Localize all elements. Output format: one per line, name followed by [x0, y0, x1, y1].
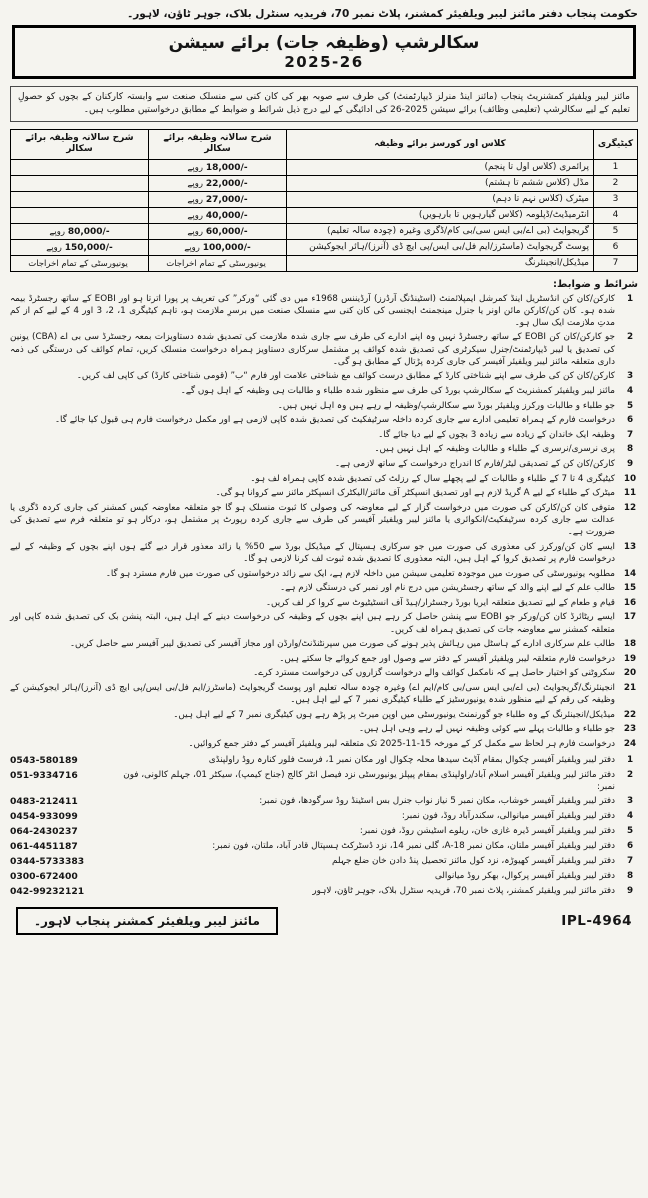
term-number: 8	[626, 444, 634, 455]
office-phone: 042-99232121	[10, 885, 85, 897]
category-number: 6	[594, 239, 638, 255]
category-number: 2	[594, 175, 638, 191]
term-item	[10, 709, 638, 721]
term-item	[10, 597, 638, 609]
advert-reference-number: IPL-4964	[561, 913, 632, 930]
term-item	[10, 738, 638, 750]
term-number: 18	[623, 639, 637, 650]
rate-amount: 60,000/-	[205, 226, 248, 237]
office-number: 9	[626, 885, 634, 896]
term-number: 2	[626, 332, 634, 343]
term-number: 3	[626, 371, 634, 382]
rate-unit: روپے	[187, 178, 203, 189]
stipend-rates-table	[10, 129, 638, 272]
term-number: 13	[623, 541, 637, 552]
office-item	[10, 871, 638, 883]
rate-worker-cell	[11, 175, 149, 191]
term-number: 4	[626, 385, 634, 396]
office-number: 4	[626, 811, 634, 822]
term-item	[10, 568, 638, 580]
office-address-list	[10, 755, 638, 898]
rate-scholar-cell	[149, 191, 287, 207]
office-phone: 0344-5733383	[10, 856, 85, 868]
column-header-category: کیٹیگری	[594, 130, 638, 160]
rate-worker-cell	[11, 191, 149, 207]
office-address: دفتر لیبر ویلفیئر آفیسر ملتان، مکان نمبر A-18، گلی نمبر 14، نزد ڈسٹرکٹ ہسپتال قادر آباد، ملتان، فون نمبر:	[212, 841, 615, 852]
course-name: میڈیکل/انجینئرنگ	[287, 255, 594, 271]
term-text: جو کارکن/کان کن EOBI کے ساتھ رجسٹرڈ نہیں وہ اپنے ادارے کی طرف سے جاری شدہ ملازمت کی تصدیق شدہ دستاویزات بمعہ رجسٹرڈ سی بی اے (CBA) یونین کی تصدیق یا لیبر ڈیپارٹمنٹ/جنرل سیکرٹری کی تصدیق شدہ کوائف پر مشتمل سرکاری دستاویز ہمراہ درخواست منسلک کریں، تمام کوائف کی درستگی کی ذمہ داری متعلقہ مائنز لیبر ویلفیئر آفیسر کی جاری کردہ پڑتال کے مطابق ہو گی۔	[10, 332, 615, 367]
intro-paragraph: مائنز لیبر ویلفیئر کمشنریٹ پنجاب (مائنز اینڈ منرلز ڈیپارٹمنٹ) کی طرف سے صوبہ بھر کی کان کنی سے منسلک صنعت سے وابستہ کارکنان کے بچوں کو حصولِ تعلیم کے لیے سکالرشپ (تعلیمی وظائف) برائے سیشن 2025-26 کی ادائیگی کے لیے درج ذیل شرائط و ضوابط کے مطابق درخواستیں مطلوب ہیں۔	[10, 86, 638, 122]
term-number: 1	[626, 293, 634, 304]
term-text: جو طلباء و طالبات ورکرز ویلفیئر بورڈ سے سکالرشپ/وظیفہ لے رہے ہیں وہ اہل نہیں ہیں۔	[277, 400, 615, 411]
rate-unit: روپے	[187, 194, 203, 205]
term-number: 20	[623, 668, 637, 679]
term-text: ایسے کان کن/ورکرز کی معذوری کی صورت میں جو سرکاری ہسپتال کے میڈیکل بورڈ سے 50% یا زائد معذور قرار دیے گئے ہوں اپنے بچوں کے وظیفہ کے لیے درخواست فارم پر تصدیق کروا کے اہل ہیں، البتہ معذوری کا تصدیق شدہ ثبوت لف کرنا لازمی ہو گا۔	[10, 541, 616, 564]
department-header: حکومت پنجاب دفتر مائنز لیبر ویلفیئر کمشنر، پلاٹ نمبر 70، فریدیہ سنٹرل بلاک، جوہر ٹاؤن، لاہور۔	[127, 8, 638, 20]
office-item	[10, 796, 638, 808]
office-phone: 061-4451187	[10, 841, 78, 853]
office-phone: 0543-580189	[10, 755, 78, 767]
rate-scholar-cell	[149, 255, 287, 271]
rate-amount: 22,000/-	[205, 178, 248, 189]
office-item	[10, 826, 638, 838]
rate-unit: روپے	[49, 226, 65, 237]
term-text: قیام و طعام کے لیے تصدیق متعلقہ ایریا بورڈ رجسٹرار/ہیڈ آف انسٹیٹیوٹ سے کروا کر لف کریں۔	[265, 597, 615, 608]
office-address: دفتر لیبر ویلفیئر آفیسر کھیوڑہ، نزد کول مائنز تحصیل پنڈ دادن خان ضلع جہلم	[332, 856, 615, 867]
term-item	[10, 723, 638, 735]
term-text: کارکن/کان کن کی طرف سے اپنے شناختی کارڈ کے مطابق درست کوائف مع شناختی علامت اور فارم “ب” (قومی شناختی کارڈ) کی کاپی لف کریں۔	[76, 371, 615, 382]
office-number: 1	[626, 755, 634, 766]
rate-amount: 27,000/-	[205, 194, 248, 205]
office-number: 3	[626, 796, 634, 807]
rate-amount: 150,000/-	[64, 242, 113, 253]
term-number: 9	[626, 459, 634, 470]
rate-worker-cell	[11, 223, 149, 239]
rate-unit: روپے	[187, 210, 203, 221]
column-header-rate-worker: شرح سالانہ وظیفہ برائے سکالر	[11, 130, 149, 160]
rate-amount: 18,000/-	[205, 162, 248, 173]
term-number: 24	[623, 739, 637, 750]
footer	[10, 907, 638, 935]
term-number: 23	[623, 724, 637, 735]
term-item	[10, 293, 638, 329]
term-text: درخواست فارم ہر لحاظ سے مکمل کر کے مورخہ 15-11-2025 تک متعلقہ لیبر ویلفیئر آفیسر کے دفتر جمع کروائیں۔	[188, 739, 615, 750]
office-number: 8	[626, 871, 634, 881]
table-row	[11, 239, 638, 255]
rate-unit: روپے	[187, 162, 203, 173]
rate-unit: روپے	[46, 242, 62, 253]
office-address: دفتر لیبر ویلفیئر آفیسر پرکوال، بھکر روڈ میانوالی	[434, 871, 615, 881]
term-text: درخواست فارم کے ہمراہ تعلیمی ادارے سے جاری کردہ داخلہ سرٹیفکیٹ کی تصدیق شدہ کاپی لازمی ہے اور مکمل درخواست فارم ہی قبول کیا جائے گا۔	[54, 415, 615, 426]
rate-scholar-cell	[149, 239, 287, 255]
office-number: 5	[626, 826, 634, 837]
term-text: ایسے ریٹائرڈ کان کن/ورکر جو EOBI سے پنشن حاصل کر رہے ہیں اپنے بچوں کے وظیفہ کی درخواست دینے کے اہل ہیں، البتہ پنشن بک کی تصدیق شدہ کاپی اور متعلقہ کمشنر سے معاوضہ جات کی تصدیق ہمراہ لف کریں۔	[10, 612, 615, 635]
term-item	[10, 458, 638, 470]
term-number: 10	[623, 473, 637, 484]
term-item	[10, 443, 638, 455]
rate-worker-cell	[11, 159, 149, 175]
term-item	[10, 429, 638, 441]
table-row	[11, 175, 638, 191]
rate-scholar-cell	[149, 223, 287, 239]
office-item	[10, 811, 638, 823]
category-number: 7	[594, 255, 638, 271]
term-number: 21	[623, 683, 637, 694]
office-phone: 051-9334716	[10, 770, 78, 782]
office-number: 7	[626, 856, 634, 867]
course-name: پرائمری (کلاس اول تا پنجم)	[287, 159, 594, 175]
office-item	[10, 886, 638, 898]
term-item	[10, 400, 638, 412]
signature-box: مائنز لیبر ویلفیئر کمشنر پنجاب لاہور۔	[16, 907, 278, 935]
term-text: میڈیکل/انجینئرنگ کے وہ طلباء جو گورنمنٹ یونیورسٹی میں اوپن میرٹ پر پڑھ رہے ہوں کیٹیگری نمبر 7 کے لیے اہل ہیں۔	[173, 709, 615, 720]
rate-unit: یونیورسٹی کے تمام اخراجات	[166, 258, 266, 269]
rate-amount: 100,000/-	[202, 242, 251, 253]
term-number: 12	[623, 502, 637, 513]
rate-worker-cell	[11, 239, 149, 255]
term-item	[10, 611, 638, 635]
column-header-rate-scholar: شرح سالانہ وظیفہ برائے سکالر	[149, 130, 287, 160]
term-text: سکروٹنی کو اختیار حاصل ہے کہ نامکمل کوائف والے درخواست گزاروں کی درخواست مسترد کرے۔	[253, 668, 615, 679]
term-number: 11	[623, 488, 637, 499]
term-item	[10, 487, 638, 499]
category-number: 1	[594, 159, 638, 175]
page-title: سکالرشپ (وظیفہ جات) برائے سیشن	[168, 33, 480, 53]
office-address: دفتر مائنز لیبر ویلفیئر کمشنر، پلاٹ نمبر 70، فریدیہ سنٹرل بلاک، جوہر ٹاؤن، لاہور	[312, 885, 615, 896]
office-item	[10, 856, 638, 868]
rate-worker-cell	[11, 255, 149, 271]
term-number: 16	[623, 597, 637, 608]
term-text: طالب علم کے لیے اپنے والد کے ساتھ رجسٹریشن میں درج نام اور نمبر کی درستگی لازم ہے۔	[279, 583, 615, 594]
term-text: انجینئرنگ/گریجوایٹ (بی اے/بی ایس سی/بی کام/ایم اے) وغیرہ چودہ سالہ تعلیم اور پوسٹ گریجوایٹ (ماسٹرز/ایم فل/بی ایس/پی ایچ ڈی (آنرز)/ہائر ایجوکیشن کے وظیفہ کی رقم کے لیے منظور شدہ یونیورسٹیز کے طلباء کیٹیگری نمبر 7 کے لیے اہل ہیں۔	[10, 683, 615, 706]
column-header-courses: کلاس اور کورسز برائے وظیفہ	[287, 130, 594, 160]
office-number: 6	[626, 841, 634, 852]
term-item	[10, 682, 638, 706]
office-address: دفتر لیبر ویلفیئر آفیسر خوشاب، مکان نمبر 5 نیاز نواب جنرل بس اسٹینڈ روڈ سرگودھا، فون نمبر:	[259, 796, 615, 807]
term-item	[10, 653, 638, 665]
course-name: میٹرک (کلاس نہم تا دہم)	[287, 191, 594, 207]
rate-scholar-cell	[149, 175, 287, 191]
category-number: 4	[594, 207, 638, 223]
term-number: 15	[623, 583, 637, 594]
term-text: طالب علم سرکاری ادارے کے ہاسٹل میں رہائش پذیر ہونے کی صورت میں سپرنٹنڈنٹ/وارڈن اور مجاز آفیسر کی تصدیق لیبر آفیسر سے حاصل کریں۔	[69, 639, 615, 650]
term-text: کارکن/کان کن انڈسٹریل اینڈ کمرشل ایمپلائمنٹ (اسٹینڈنگ آرڈرز) آرڈیننس 1968ء میں دی گئی “ورکر” کی تعریف پر پورا اترتا ہو اور EOBI کے ساتھ رجسٹرڈ بیمہ شدہ ہو۔ کان کن/کارکن مائن اونر یا جنرل مینجمنٹ ایجنسی کی کان کنی سے منسلک صنعت میں برسرِ ملازمت ہو، تاہم کیٹیگری 1، 2، 3 اور 4 کے لیے کم از کم مدتِ ملازمت ایک سال ہو۔	[10, 293, 615, 328]
course-name: گریجوایٹ (بی اے/بی ایس سی/بی کام/ڈگری وغیرہ (چودہ سالہ تعلیم)	[287, 223, 594, 239]
rate-amount: 40,000/-	[205, 210, 248, 221]
session-year: 2025-26	[284, 53, 364, 71]
term-number: 7	[626, 429, 634, 440]
rate-unit: روپے	[184, 242, 200, 253]
term-number: 22	[623, 709, 637, 720]
office-phone: 0454-933099	[10, 811, 78, 823]
office-phone: 0300-672400	[10, 871, 78, 882]
office-address: دفتر مائنز لیبر ویلفیئر آفیسر اسلام آباد/راولپنڈی بمقام پیپلز یونیورسٹی نزد فیصل انٹر کالج (جناح کیمپ)، سیکٹر 01، جہلم کالونی، فون نمبر:	[123, 770, 615, 793]
term-text: وظیفہ ایک خاندان کے زیادہ سے زیادہ 3 بچوں کے لیے دیا جائے گا۔	[378, 429, 615, 440]
table-row	[11, 255, 638, 271]
term-item	[10, 370, 638, 382]
term-text: مطلوبہ یونیورسٹی کی صورت میں موجودہ تعلیمی سیشن میں داخلہ لازم ہے، ایک سے زائد درخواستوں کی صورت میں فارم مسترد ہو گا۔	[105, 568, 615, 579]
term-item	[10, 541, 638, 565]
term-number: 19	[623, 653, 637, 664]
term-item	[10, 385, 638, 397]
office-phone: 0483-212411	[10, 796, 78, 808]
office-address: دفتر لیبر ویلفیئر آفیسر ڈیرہ غازی خان، ریلوے اسٹیشن روڈ، فون نمبر:	[359, 826, 615, 837]
table-row	[11, 159, 638, 175]
term-text: پری نرسری/نرسری کے طلباء و طالبات وظیفہ کے اہل نہیں ہیں۔	[374, 444, 615, 455]
table-row	[11, 207, 638, 223]
terms-list	[10, 293, 638, 751]
rate-unit: روپے	[187, 226, 203, 237]
term-item	[10, 638, 638, 650]
title-box	[12, 25, 636, 79]
office-item	[10, 770, 638, 794]
terms-heading: شرائط و ضوابط:	[553, 278, 638, 290]
term-item	[10, 331, 638, 367]
rate-worker-cell	[11, 207, 149, 223]
office-number: 2	[626, 770, 634, 781]
term-text: جو طلباء و طالبات پہلے سے کوئی وظیفہ نہیں لے رہے وہی اہل ہیں۔	[358, 724, 615, 735]
term-number: 5	[626, 400, 634, 411]
table-row	[11, 223, 638, 239]
office-phone: 064-2430237	[10, 826, 78, 838]
term-text: میٹرک کے طلباء کے لیے A گریڈ لازم ہے اور تصدیق انسپکٹر آف مائنز/الیکٹرک انسپکٹر مائنز سے کروانا ہو گی۔	[215, 488, 615, 499]
term-text: کیٹیگری 4 تا 7 کے طلباء و طالبات کے لیے پچھلے سال کے رزلٹ کی تصدیق شدہ کاپی ہمراہ لف ہو۔	[250, 473, 615, 484]
term-text: کارکن/کان کن کے تصدیقی لیٹر/فارم کا اندراج درخواست کے ساتھ لازمی ہے۔	[334, 459, 615, 470]
rate-amount: 80,000/-	[67, 226, 110, 237]
course-name: پوسٹ گریجوایٹ (ماسٹرز/ایم فل/بی ایس/پی ایچ ڈی (آنرز)/ہائر ایجوکیشن	[287, 239, 594, 255]
category-number: 5	[594, 223, 638, 239]
term-text: مائنز لیبر ویلفیئر کمشنریٹ کے سکالرشپ بورڈ کی طرف سے منظور شدہ طلباء و طالبات ہی وظیفہ کے اہل ہوں گے۔	[180, 385, 615, 396]
term-number: 6	[626, 415, 634, 426]
term-text: درخواست فارم متعلقہ لیبر ویلفیئر آفیسر کے دفتر سے وصول اور جمع کروائے جا سکتے ہیں۔	[279, 653, 615, 664]
term-item	[10, 582, 638, 594]
rate-scholar-cell	[149, 207, 287, 223]
rate-unit: یونیورسٹی کے تمام اخراجات	[28, 258, 128, 269]
table-row	[11, 191, 638, 207]
term-text: متوفی کان کن/کارکن کی صورت میں درخواست گزار کے لیے معاوضہ کی وصولی کا ثبوت منسلک ہو گا جو متعلقہ معاوضہ کیس کمشنر کی جاری کردہ ڈگری یا عدالت سے جاری کردہ سرٹیفکیٹ/انکوائری یا مائنز لیبر ویلفیئر آفیسر کی طرف سے جاری کردہ رپورٹ پر مشتمل ہو، درکار ہو تو متعلقہ فرم سے تصدیق کی ضرورت ہے۔	[10, 502, 615, 538]
rate-scholar-cell	[149, 159, 287, 175]
term-item	[10, 414, 638, 426]
term-item	[10, 502, 638, 538]
table-header-row	[11, 130, 638, 160]
term-number: 17	[623, 612, 637, 623]
office-address: دفتر لیبر ویلفیئر آفیسر چکوال بمقام آڈیٹ سیدھا محلہ چکوال اور مکان نمبر 1، فرسٹ فلور کنارہ روڈ راولپنڈی	[208, 755, 615, 766]
category-number: 3	[594, 191, 638, 207]
course-name: انٹرمیڈیٹ/ڈپلومہ (کلاس گیارہویں تا بارہویں)	[287, 207, 594, 223]
office-item	[10, 755, 638, 767]
office-item	[10, 841, 638, 853]
course-name: مڈل (کلاس ششم تا ہشتم)	[287, 175, 594, 191]
term-item	[10, 473, 638, 485]
office-address: دفتر لیبر ویلفیئر آفیسر میانوالی، سکندرآباد روڈ، فون نمبر:	[401, 811, 615, 822]
term-number: 14	[623, 568, 637, 579]
term-item	[10, 667, 638, 679]
